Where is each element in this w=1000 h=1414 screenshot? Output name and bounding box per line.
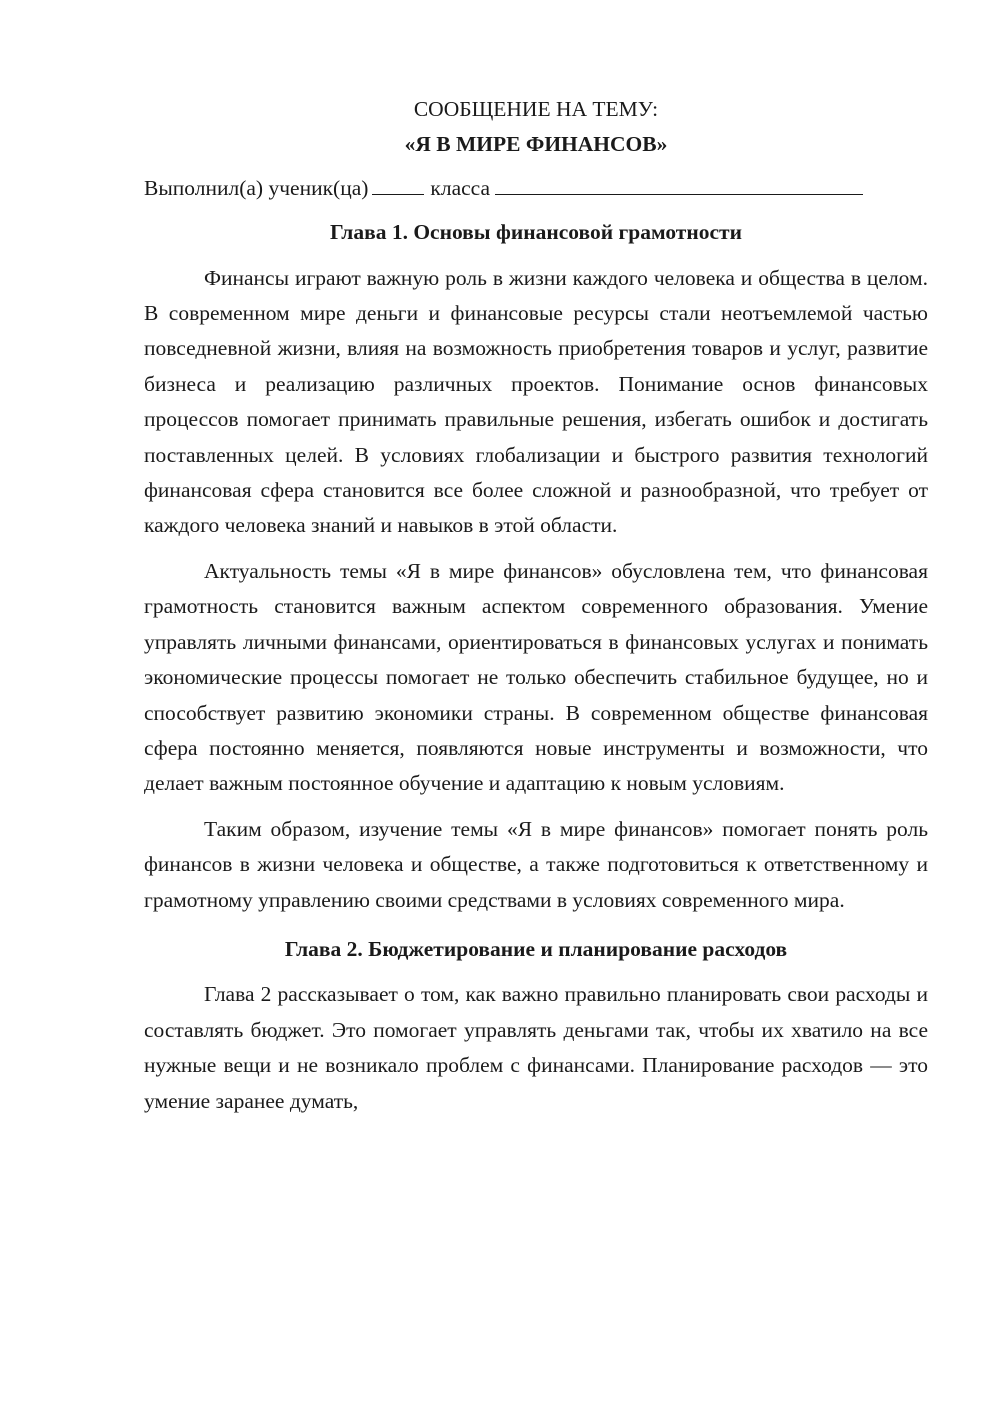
document-title-line-2: «Я В МИРЕ ФИНАНСОВ» <box>404 132 668 157</box>
chapter-2-paragraph-1: Глава 2 рассказывает о том, как важно правильно планировать свои расходы и составлять бюджет. Это помогает управлять деньгами так, чтобы их хватило на все нужные вещи и не возникало проблем с финансами. Планирование расходов — это умение заранее думать, <box>144 982 928 1113</box>
chapter-1-paragraph-2: Актуальность темы «Я в мире финансов» обусловлена тем, что финансовая грамотность становится важным аспектом современного образования. Умение управлять личными финансами, ориентироваться в финансовых услугах и понимать экономические процессы помогает не только обеспечить стабильное будущее, но и способствует развитию экономики страны. В современном обществе финансовая сфера постоянно меняется, появляются новые инструменты и возможности, что делает важным постоянное обучение и адаптацию к новым условиям. <box>144 558 928 796</box>
author-line <box>144 171 928 206</box>
chapter-1-paragraph-3: Таким образом, изучение темы «Я в мире финансов» помогает понять роль финансов в жизни человека и обществе, а также подготовиться к ответственному и грамотному управлению своими средствами в условиях современного мира. <box>144 816 928 912</box>
chapter-1-paragraph-1: Финансы играют важную роль в жизни каждого человека и общества в целом. В современном мире деньги и финансовые ресурсы стали неотъемлемой частью повседневной жизни, влияя на возможность приобретения товаров и услуг, развитие бизнеса и реализацию различных проектов. Понимание основ финансовых процессов помогает принимать правильные решения, избегать ошибок и достигать поставленных целей. В условиях глобализации и быстрого развития технологий финансовая сфера становится все более сложной и разнообразной, что требует от каждого человека знаний и навыков в этой области. <box>144 265 928 538</box>
document-page <box>144 92 928 1129</box>
class-number-blank[interactable] <box>372 174 424 195</box>
chapter-1-title: Глава 1. Основы финансовой грамотности <box>330 220 742 245</box>
author-label: Выполнил(а) ученик(ца) <box>144 175 369 200</box>
student-name-blank[interactable] <box>495 174 863 195</box>
document-title-line-1: СООБЩЕНИЕ НА ТЕМУ: <box>413 97 659 121</box>
class-label: класса <box>430 175 491 200</box>
chapter-2-title: Глава 2. Бюджетирование и планирование расходов <box>284 936 788 961</box>
